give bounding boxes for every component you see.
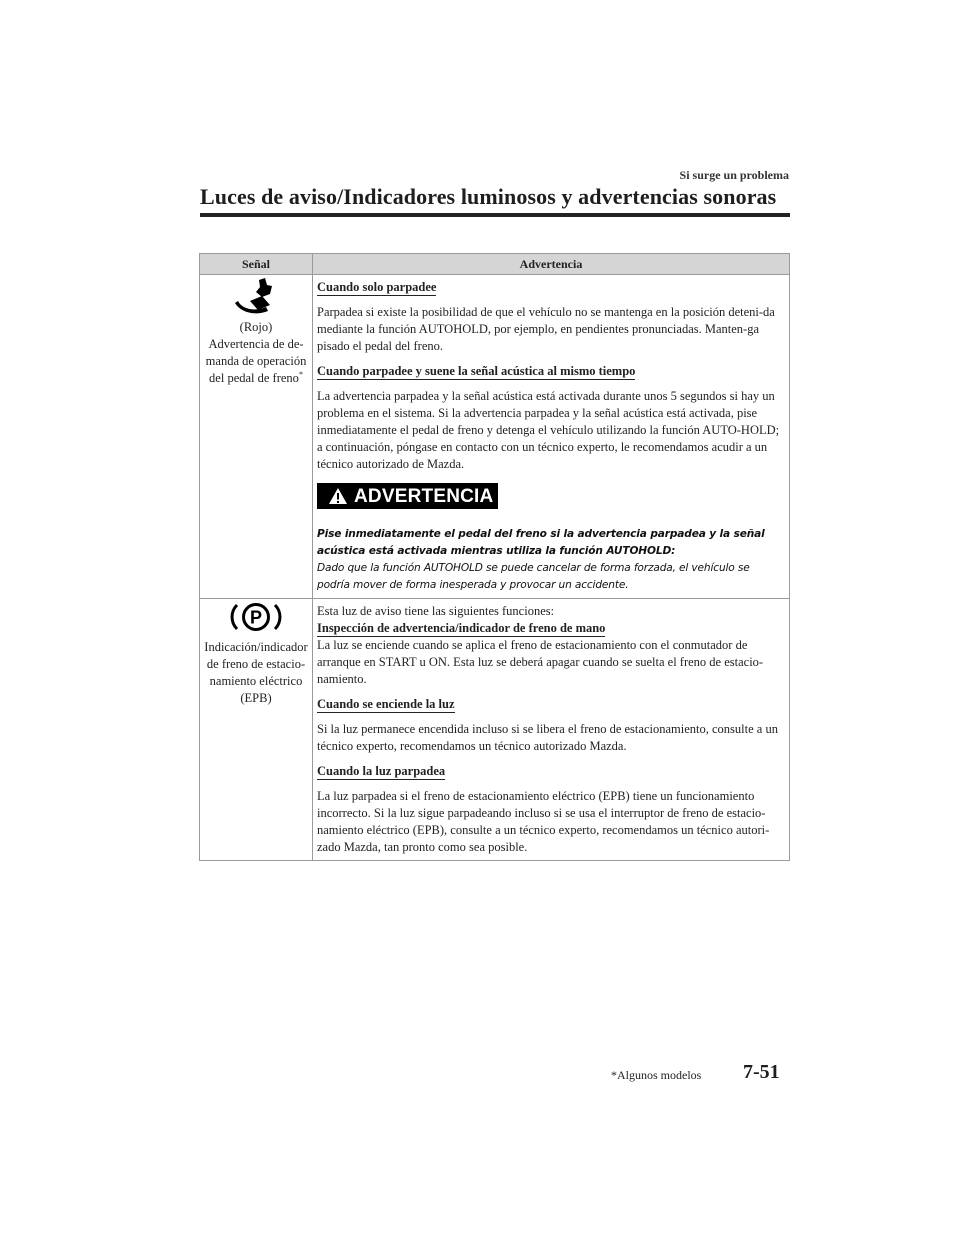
section-title: Si surge un problema: [679, 168, 789, 182]
table-row: [200, 275, 790, 599]
signal-name-line: de freno de estacio-: [206, 657, 306, 671]
table-row: [200, 599, 790, 861]
paragraph: La luz se enciende cuando se aplica el freno de estacionamiento con el conmutador de arranque en START u ON. Esta luz se deberá apagar cuando se suelta el freno de estacio-namiento.: [317, 638, 764, 686]
footnote: *Algunos modelos: [611, 1068, 702, 1082]
subheading: Cuando la luz parpadea: [317, 764, 446, 778]
brake-pedal-hand-icon: [232, 275, 280, 315]
paragraph: Parpadea si existe la posibilidad de que el vehículo no se mantenga en la posición deteni-da mediante la función AUTOHOLD, por ejemplo, en pendientes pronunciadas. Manten-ga pisado el pedal del freno.: [317, 305, 775, 353]
subheading: Cuando se enciende la luz: [317, 697, 455, 711]
warning-cell: [313, 275, 790, 599]
page-number: 7-51: [743, 1061, 780, 1083]
column-header-signal: Señal: [200, 254, 313, 275]
paragraph: La luz parpadea si el freno de estacionamiento eléctrico (EPB) tiene un funcionamiento incorrecto. Si la luz sigue parpadeando incluso si se usa el interruptor de freno de estacio-namiento eléctrico (EPB), consulte a un técnico experto, recomendamos un técnico autori-zado Mazda, tan pronto como sea posible.: [317, 789, 770, 854]
warning-label: [317, 483, 498, 509]
paragraph: La advertencia parpadea y la señal acústica está activada durante unos 5 segundos si hay un problema en el sistema. Si la advertencia parpadea y la señal acústica está activada, pise inmediatamente el pedal de freno y detenga el vehículo utilizando la función AUTO-HOLD; a continuación, póngase en contacto con un técnico experto, le recomendamos acudir a un técnico autorizado de Mazda.: [317, 389, 780, 471]
paragraph: Si la luz permanece encendida incluso si se libera el freno de estacionamiento, consulte a un técnico experto, recomendamos un técnico autorizado Mazda.: [317, 722, 778, 753]
warning-cell: [313, 599, 790, 861]
signal-cell: [200, 275, 313, 599]
warning-text: Dado que la función AUTOHOLD se puede cancelar de forma forzada, el vehículo se podría mover de forma inesperada y provocar un accidente.: [317, 562, 750, 591]
subheading: Cuando solo parpadee: [317, 280, 437, 294]
subheading: Cuando parpadee y suene la señal acústica al mismo tiempo: [317, 364, 636, 378]
footnote-mark: *: [298, 369, 303, 379]
signal-name-line: Indicación/indicador: [204, 640, 308, 654]
signal-cell: [200, 599, 313, 861]
warning-body: [317, 526, 785, 594]
warning-label-text: ADVERTENCIA: [354, 485, 494, 507]
signal-color-label: (Rojo): [239, 320, 273, 334]
signal-name-line: (EPB): [240, 691, 272, 705]
signals-table: [199, 253, 790, 861]
parking-brake-p-icon: [228, 599, 284, 635]
signal-name-text: del pedal de freno: [209, 371, 299, 385]
column-header-warning: Advertencia: [313, 254, 790, 275]
signal-name-line: manda de operación: [205, 354, 307, 368]
signal-name-line: Advertencia de de-: [208, 337, 304, 351]
table-header-row: [200, 254, 790, 275]
paragraph: Esta luz de aviso tiene las siguientes funciones:: [317, 604, 555, 618]
subheading: Inspección de advertencia/indicador de freno de mano: [317, 621, 606, 635]
chapter-title: Luces de aviso/Indicadores luminosos y advertencias sonoras: [200, 184, 777, 209]
warning-bold-text: Pise inmediatamente el pedal del freno si la advertencia parpadea y la señal acústica está activada mientras utiliza la función AUTOHOLD:: [317, 528, 765, 557]
warning-triangle-icon: [328, 487, 348, 505]
signal-name-line: namiento eléctrico: [209, 674, 303, 688]
signal-name-line: [201, 370, 311, 387]
header-rule: [200, 213, 790, 217]
svg-text:P: P: [249, 607, 263, 628]
